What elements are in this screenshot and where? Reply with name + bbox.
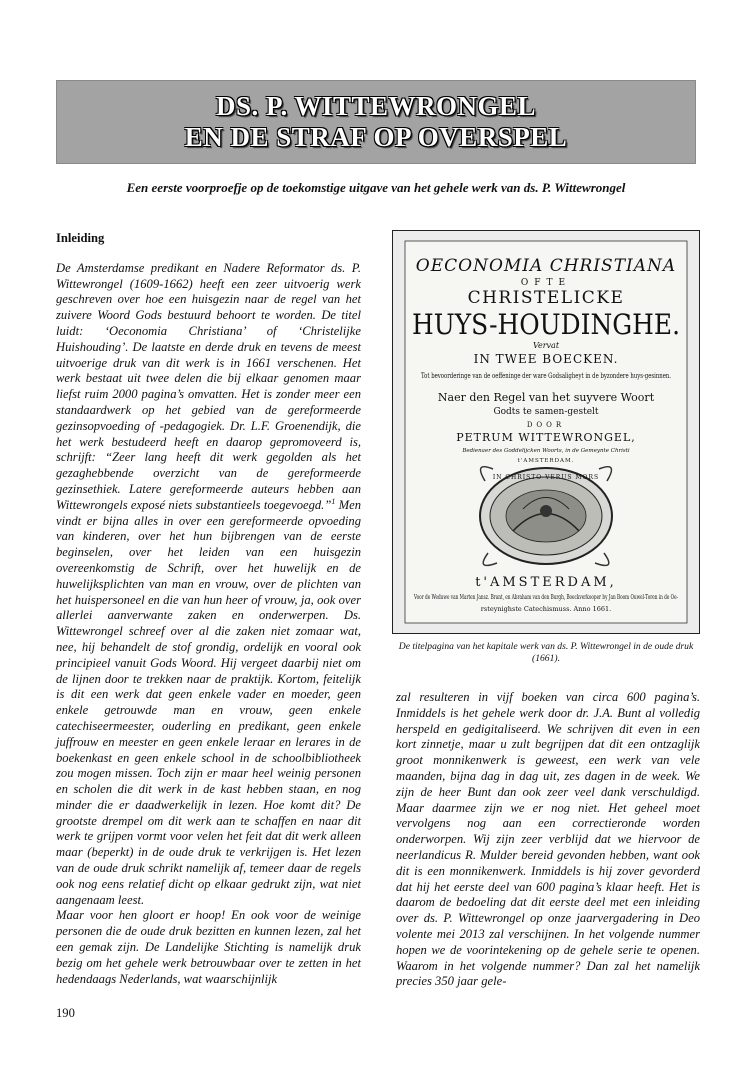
fig-line-2: OFTE — [520, 278, 572, 288]
paragraph-1 — [56, 261, 361, 909]
fig-line-16: rsteynighste Catechismuss. Anno 1661. — [480, 605, 612, 613]
fig-line-5: Vervat — [532, 341, 560, 350]
title-page-illustration — [393, 231, 699, 633]
fig-line-7: Tot bevoorderinge van de oeffeninge der ware Godsaligheyt in de byzondere huys-gesinnen. — [421, 372, 671, 380]
fig-line-8: Naer den Regel van het suyvere Woort — [437, 391, 655, 404]
title-line-2: EN DE STRAF OP OVERSPEL — [184, 122, 568, 152]
title-line-1: DS. P. WITTEWRONGEL — [215, 91, 537, 121]
emblem-text: IN CHRISTO VERUS MORS — [492, 474, 600, 481]
title-banner — [56, 80, 696, 164]
fig-line-14: t'AMSTERDAM, — [475, 575, 617, 590]
page-number: 190 — [56, 1006, 75, 1020]
paragraph-2: Maar voor hen gloort er hoop! En ook voor de weinige personen die de oude druk bezitten en kunnen lezen, zal het een gemak zijn. De Landelijke Stichting is namelijk druk bezig om het gehele werk betrouwbaar over te zetten in het hedendaags Nederlands, wat waarschijnlijk — [56, 908, 361, 986]
fig-line-10: DOOR — [526, 421, 566, 429]
section-heading: Inleiding — [56, 231, 105, 245]
fig-line-11: PETRUM WITTEWRONGEL, — [456, 431, 636, 444]
fig-line-13: t'AMSTERDAM. — [517, 458, 575, 464]
fig-line-1: OECONOMIA CHRISTIANA — [415, 256, 677, 276]
right-column — [396, 690, 700, 990]
fig-line-4: HUYS-HOUDINGHE. — [412, 308, 680, 341]
footnote-reference: 1 — [331, 496, 336, 506]
paragraph-1-part-a: De Amsterdamse predikant en Nadere Reformator ds. P. Wittewrongel (1609-1662) heeft een zeer uitvoerig werk geschreven over hoe een huisgezin naar de regel van het zuivere Woord Gods bestuurd behoort te worden. De titel luidt: ‘Oeconomia Christiana’ of ‘Christelijke Huishouding’. De laatste en derde druk en tevens de meest uitvoerige druk van dit werk is in 1661 verschenen. Het werk bestaat uit twee delen die bij elkaar genomen maar liefst ruim 2000 pagina’s omvatten. Het is zonder meer een standaardwerk op het gebied van de gereformeerde gezinsopvoeding of -pedagogiek. Dr. L.F. Groenendijk, die het werk bestudeerd heeft en daarop gepromoveerd is, schrijft: “Zeer lang heeft dit werk gegolden als het gezaghebbende overzicht van de gereformeerde gezinsethiek. Latere gereformeerde auteurs hebben aan Wittewrongels exposé niets substantieels toegevoegd.” — [56, 260, 361, 512]
fig-line-12: Bedienaer des Goddelijcken Woorts, in de Gemeynte Christi — [462, 448, 630, 454]
fig-line-15: Voor de Weduwe van Marten Jansz. Brant, en Abraham van den Burgh, Boeckverkooper by Jan Boom Ouwel-Toren in de Oe- — [413, 593, 678, 601]
title-page-figure — [392, 230, 700, 634]
figure-caption: De titelpagina van het kapitale werk van ds. P. Wittewrongel in de oude druk (1661). — [398, 641, 694, 664]
printer-emblem — [480, 467, 612, 566]
right-paragraph: zal resulteren in vijf boeken van circa 600 pagina’s. Inmiddels is het gehele werk door dr. J.A. Bunt al volledig herspeld en gedigitaliseerd. We schrijven dit even in een kort zinnetje, maar u zult begrijpen dat dit een ontzaglijk groot monnikenwerk is geweest, een werk van vele maanden, bijna dag in dag uit, zes dagen in de week. We zijn de heer Bunt dan ook zeer veel dank verschuldigd. Maar daarmee zijn we er nog niet. Het geheel moet vervolgens nog aan een correctieronde worden onderworpen. Wij zijn zeer verblijd dat we hiervoor de neerlandicus R. Mulder bereid gevonden hebben, want ook dit is een monnikenwerk. Inmiddels is hij zover gevorderd dat hij het eerste deel van 600 pagina’s klaar heeft. Het is daarom de bedoeling dat dit eerste deel met een inleiding over ds. P. Wittewrongel op onze jaarvergadering in Deo volente mei 2013 zal verschijnen. In het volgende nummer hopen we de voorintekening op de gehele serie te openen. Waarom in het volgende nummer? Dan zal het namelijk precies 350 jaar gele- — [396, 690, 700, 989]
fig-line-3: CHRISTELICKE — [467, 288, 625, 308]
fig-line-9: Godts te samen-gestelt — [493, 407, 599, 417]
paragraph-1-part-b: Men vindt er bijna alles in over een gereformeerde opvoeding van kinderen, over het hun bijbrengen van de eerste beginselen, over het leiden van een huisgezin overeenkomstig de Schrift, over het huwelijk en de huwelijksplichten van man en vrouw, over de plichten van het huispersoneel en die van hun heer of vrouw, ja, ook over allerlei aanverwante zaken en onderwerpen. Ds. Wittewrongel schreef over al die zaken niet zomaar wat, nee, hij behandelt de stof grondig, ordelijk en vooral ook principieel vanuit Gods Woord. Hij vergeet daarbij niet om de lijnen door te trekken naar de praktijk. Kortom, feitelijk is dit een werk dat geen enkele vader en moeder, geen enkele getrouwde man en vrouw, geen enkele catechiseermeester, ouderling en predikant, geen enkele juffrouw en meester en geen enkele leraar en lerares in de boekenkast en geen enkele school in de schoolbibliotheek zou mogen missen. Toch zijn er maar heel weinig personen en scholen die dit werk in de kast hebben staan, en nog minder die er daadwerkelijk in lezen. Hoe komt dit? De grootste drempel om dit werk aan te schaffen en naar dit werk te grijpen vormt voor velen het feit dat dit werk alleen maar (beperkt) in de oude druk te verkrijgen is. Het lezen van de oude druk schrikt namelijk af, temeer daar de regels ook nog eens relatief dicht op elkaar gedrukt zijn, wat niet aangenaam leest. — [56, 497, 361, 907]
fig-line-6: IN TWEE BOECKEN. — [473, 352, 619, 366]
subtitle: Een eerste voorproefje op de toekomstige uitgave van het gehele werk van ds. P. Wittewrongel — [126, 180, 626, 195]
left-column — [56, 231, 361, 987]
